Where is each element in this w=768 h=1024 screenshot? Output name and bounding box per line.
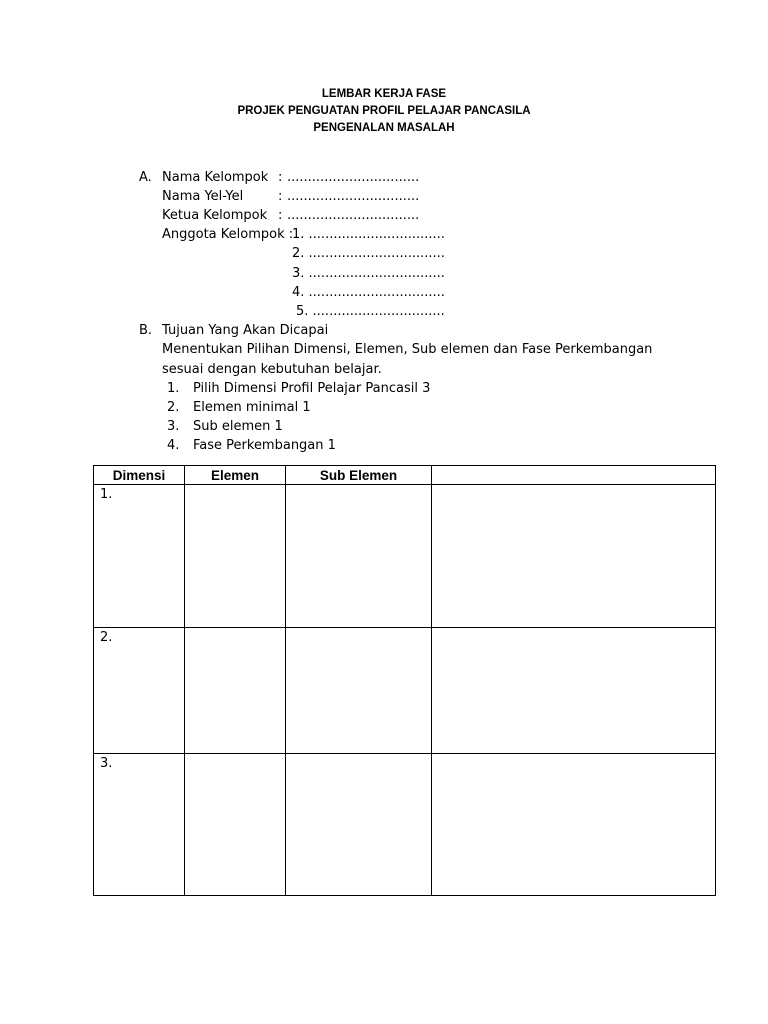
cell-sub-elemen[interactable]	[286, 628, 432, 754]
member-line-2[interactable]: 2. .................................	[292, 246, 445, 261]
table-header-row	[94, 466, 716, 485]
list-item-number: 1.	[167, 381, 180, 396]
field-sep: :	[278, 170, 283, 185]
table-row	[94, 628, 716, 754]
cell-elemen[interactable]	[185, 628, 286, 754]
table-row	[94, 485, 716, 628]
row-number: 2.	[100, 630, 113, 645]
worksheet-table	[93, 465, 716, 896]
cell-blank[interactable]	[432, 485, 716, 628]
list-item-text: Elemen minimal 1	[193, 400, 311, 415]
list-item-number: 4.	[167, 438, 180, 453]
section-a-marker: A.	[139, 170, 152, 185]
title-line-1: LEMBAR KERJA FASE	[321, 88, 447, 100]
title-line-2: PROJEK PENGUATAN PROFIL PELAJAR PANCASILA	[237, 105, 531, 117]
field-value-nama-kelompok[interactable]: ................................	[287, 170, 420, 185]
field-label-anggota-kelompok: Anggota Kelompok :	[162, 227, 294, 242]
cell-blank[interactable]	[432, 628, 716, 754]
list-item-text: Fase Perkembangan 1	[193, 438, 336, 453]
member-line-4[interactable]: 4. .................................	[292, 285, 445, 300]
list-item-number: 2.	[167, 400, 180, 415]
field-sep: :	[278, 208, 283, 223]
cell-sub-elemen[interactable]	[286, 485, 432, 628]
section-b-title: Tujuan Yang Akan Dicapai	[162, 323, 329, 338]
cell-elemen[interactable]	[185, 485, 286, 628]
cell-sub-elemen[interactable]	[286, 754, 432, 896]
list-item-text: Pilih Dimensi Profil Pelajar Pancasil 3	[193, 381, 431, 396]
field-label-nama-yel-yel: Nama Yel-Yel	[162, 189, 244, 204]
header-elemen: Elemen	[185, 466, 286, 485]
field-value-nama-yel-yel[interactable]: ................................	[287, 189, 420, 204]
field-label-nama-kelompok: Nama Kelompok	[162, 170, 269, 185]
section-b-desc-line-2: sesuai dengan kebutuhan belajar.	[162, 362, 382, 377]
field-label-ketua-kelompok: Ketua Kelompok	[162, 208, 268, 223]
member-line-3[interactable]: 3. .................................	[292, 266, 445, 281]
field-sep: :	[278, 189, 283, 204]
header-blank	[432, 466, 716, 485]
title-line-3: PENGENALAN MASALAH	[313, 122, 455, 134]
row-number: 1.	[100, 487, 113, 502]
member-line-5[interactable]: 5. ................................	[296, 304, 445, 319]
cell-dimensi[interactable]	[94, 485, 185, 628]
section-b-marker: B.	[139, 323, 153, 338]
list-item-text: Sub elemen 1	[193, 419, 283, 434]
list-item-number: 3.	[167, 419, 180, 434]
field-value-ketua-kelompok[interactable]: ................................	[287, 208, 420, 223]
header-dimensi: Dimensi	[94, 466, 185, 485]
cell-elemen[interactable]	[185, 754, 286, 896]
cell-dimensi[interactable]	[94, 754, 185, 896]
table-row	[94, 754, 716, 896]
section-b-desc-line-1: Menentukan Pilihan Dimensi, Elemen, Sub elemen dan Fase Perkembangan	[162, 342, 653, 357]
cell-blank[interactable]	[432, 754, 716, 896]
cell-dimensi[interactable]	[94, 628, 185, 754]
member-line-1[interactable]: 1. .................................	[292, 227, 445, 242]
header-sub-elemen: Sub Elemen	[286, 466, 432, 485]
row-number: 3.	[100, 756, 113, 771]
